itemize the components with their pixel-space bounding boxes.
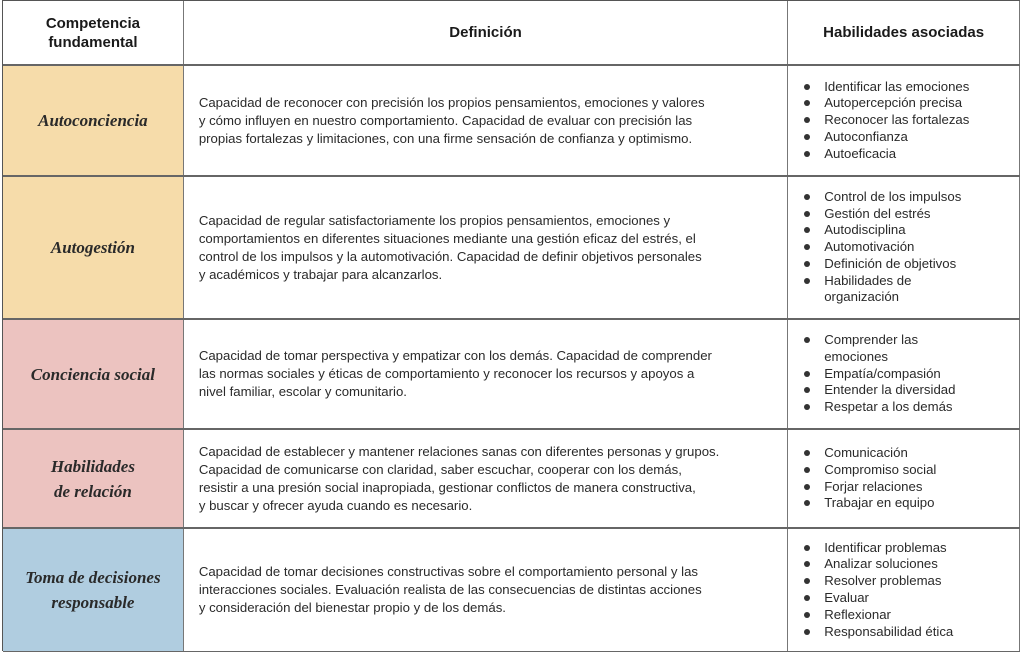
competence-name-line: Toma de decisiones: [25, 568, 161, 587]
skill-item: Trabajar en equipo: [804, 495, 936, 512]
skill-item: Entender la diversidad: [804, 382, 964, 399]
skills-cell: [788, 430, 1020, 527]
competence-name-line: Conciencia social: [30, 364, 155, 384]
definition-text: [199, 443, 719, 515]
competence-name-line: Habilidades: [50, 456, 135, 476]
competence-name-line: Autoconciencia: [38, 111, 148, 130]
skill-item: Comprender las emociones: [804, 332, 964, 366]
definition-line: y buscar y ofrecer ayuda cuando es necesario.: [198, 497, 473, 513]
skills-cell: [788, 177, 1020, 318]
competence-cell: [3, 177, 184, 318]
definition-line: control de los impulsos y la automotivación. Capacidad de definir objetivos personales: [198, 248, 702, 264]
skill-item: Autodisciplina: [804, 222, 964, 239]
skill-item: Resolver problemas: [804, 573, 953, 590]
skill-item: Comunicación: [804, 445, 936, 462]
competence-name: [21, 565, 164, 615]
competence-cell: [3, 66, 184, 175]
skills-cell: [788, 320, 1020, 428]
skills-cell: [788, 529, 1020, 651]
competence-cell: [3, 320, 184, 428]
skill-item: Habilidades de organización: [804, 273, 964, 307]
competence-name-line: Autogestión: [50, 238, 135, 257]
skill-item: Respetar a los demás: [804, 399, 964, 416]
definition-text: [199, 563, 702, 617]
definition-line: y académicos y trabajar para alcanzarlos.: [198, 266, 443, 282]
skill-item: Autoconfianza: [804, 129, 969, 146]
definition-line: y cómo influyen en nuestro comportamiento. Capacidad de evaluar con precisión las: [198, 112, 693, 128]
header-competence-line: fundamental: [48, 33, 138, 51]
competence-name: [47, 454, 139, 504]
skill-item: Identificar problemas: [804, 540, 953, 557]
table-row: [3, 177, 1020, 320]
skill-item: Compromiso social: [804, 462, 936, 479]
definition-line: y consideración del bienestar propio y de los demás.: [198, 600, 506, 615]
skill-item: Reflexionar: [804, 607, 953, 624]
skill-item: Autopercepción precisa: [804, 95, 969, 112]
definition-line: Capacidad de comunicarse con claridad, saber escuchar, cooperar con los demás,: [198, 461, 682, 477]
definition-line: Capacidad de reconocer con precisión los propios pensamientos, emociones y valores: [198, 94, 705, 110]
skill-item: Analizar soluciones: [804, 556, 953, 573]
skills-cell: [788, 66, 1020, 175]
definition-line: propias fortalezas y limitaciones, con una firme sensación de confianza y optimismo.: [198, 130, 693, 146]
skills-list: [804, 332, 964, 416]
table-row: [3, 320, 1020, 430]
header-competence-line: Competencia: [45, 14, 141, 32]
definition-line: comportamientos en diferentes situaciones mediante una gestión eficaz del estrés, el: [198, 230, 696, 246]
competence-cell: [3, 529, 184, 651]
skills-list: [804, 79, 969, 163]
competence-name: [34, 108, 152, 133]
definition-line: las normas sociales y éticas de comportamiento y reconocer los recursos y apoyos a: [198, 366, 695, 381]
definition-cell: [184, 529, 788, 651]
definition-cell: [184, 66, 788, 175]
header-definition: Definición: [184, 1, 788, 64]
skill-item: Definición de objetivos: [804, 256, 964, 273]
definition-line: nivel familiar, escolar y comunitario.: [198, 384, 407, 399]
definition-line: Capacidad de tomar perspectiva y empatizar con los demás. Capacidad de comprender: [198, 348, 712, 363]
definition-line: Capacidad de tomar decisiones constructivas sobre el comportamiento personal y las: [198, 564, 698, 579]
skills-list: [804, 445, 936, 512]
competencies-table: [2, 0, 1020, 651]
definition-text: [199, 212, 702, 284]
definition-cell: [184, 320, 788, 428]
definition-line: resistir a una presión social inapropiada, gestionar conflictos de manera constructiva,: [198, 479, 696, 495]
header-skills: Habilidades asociadas: [788, 1, 1020, 64]
definition-cell: [184, 430, 788, 527]
competence-name: [47, 235, 139, 260]
definition-text: [199, 347, 712, 401]
competence-name-line: de relación: [53, 481, 132, 501]
skill-item: Responsabilidad ética: [804, 624, 953, 641]
skill-item: Autoeficacia: [804, 146, 969, 163]
table-header-row: [3, 1, 1020, 66]
skill-item: Gestión del estrés: [804, 206, 964, 223]
definition-text: [199, 94, 705, 148]
skill-item: Identificar las emociones: [804, 79, 969, 96]
table-row: [3, 66, 1020, 177]
definition-cell: [184, 177, 788, 318]
skills-list: [804, 540, 953, 641]
competence-cell: [3, 430, 184, 527]
competence-name: [27, 362, 159, 387]
skill-item: Evaluar: [804, 590, 953, 607]
competence-name-line: responsable: [51, 593, 135, 612]
definition-line: Capacidad de regular satisfactoriamente los propios pensamientos, emociones y: [198, 212, 671, 228]
skill-item: Control de los impulsos: [804, 189, 964, 206]
skill-item: Empatía/compasión: [804, 366, 964, 383]
header-competence: [3, 1, 184, 64]
skill-item: Reconocer las fortalezas: [804, 112, 969, 129]
table-row: [3, 430, 1020, 529]
skill-item: Forjar relaciones: [804, 479, 936, 496]
table-row: [3, 529, 1020, 652]
definition-line: Capacidad de establecer y mantener relaciones sanas con diferentes personas y grupos.: [198, 443, 720, 459]
skill-item: Automotivación: [804, 239, 964, 256]
skills-list: [804, 189, 964, 307]
definition-line: interacciones sociales. Evaluación realista de las consecuencias de distintas acciones: [198, 582, 702, 597]
